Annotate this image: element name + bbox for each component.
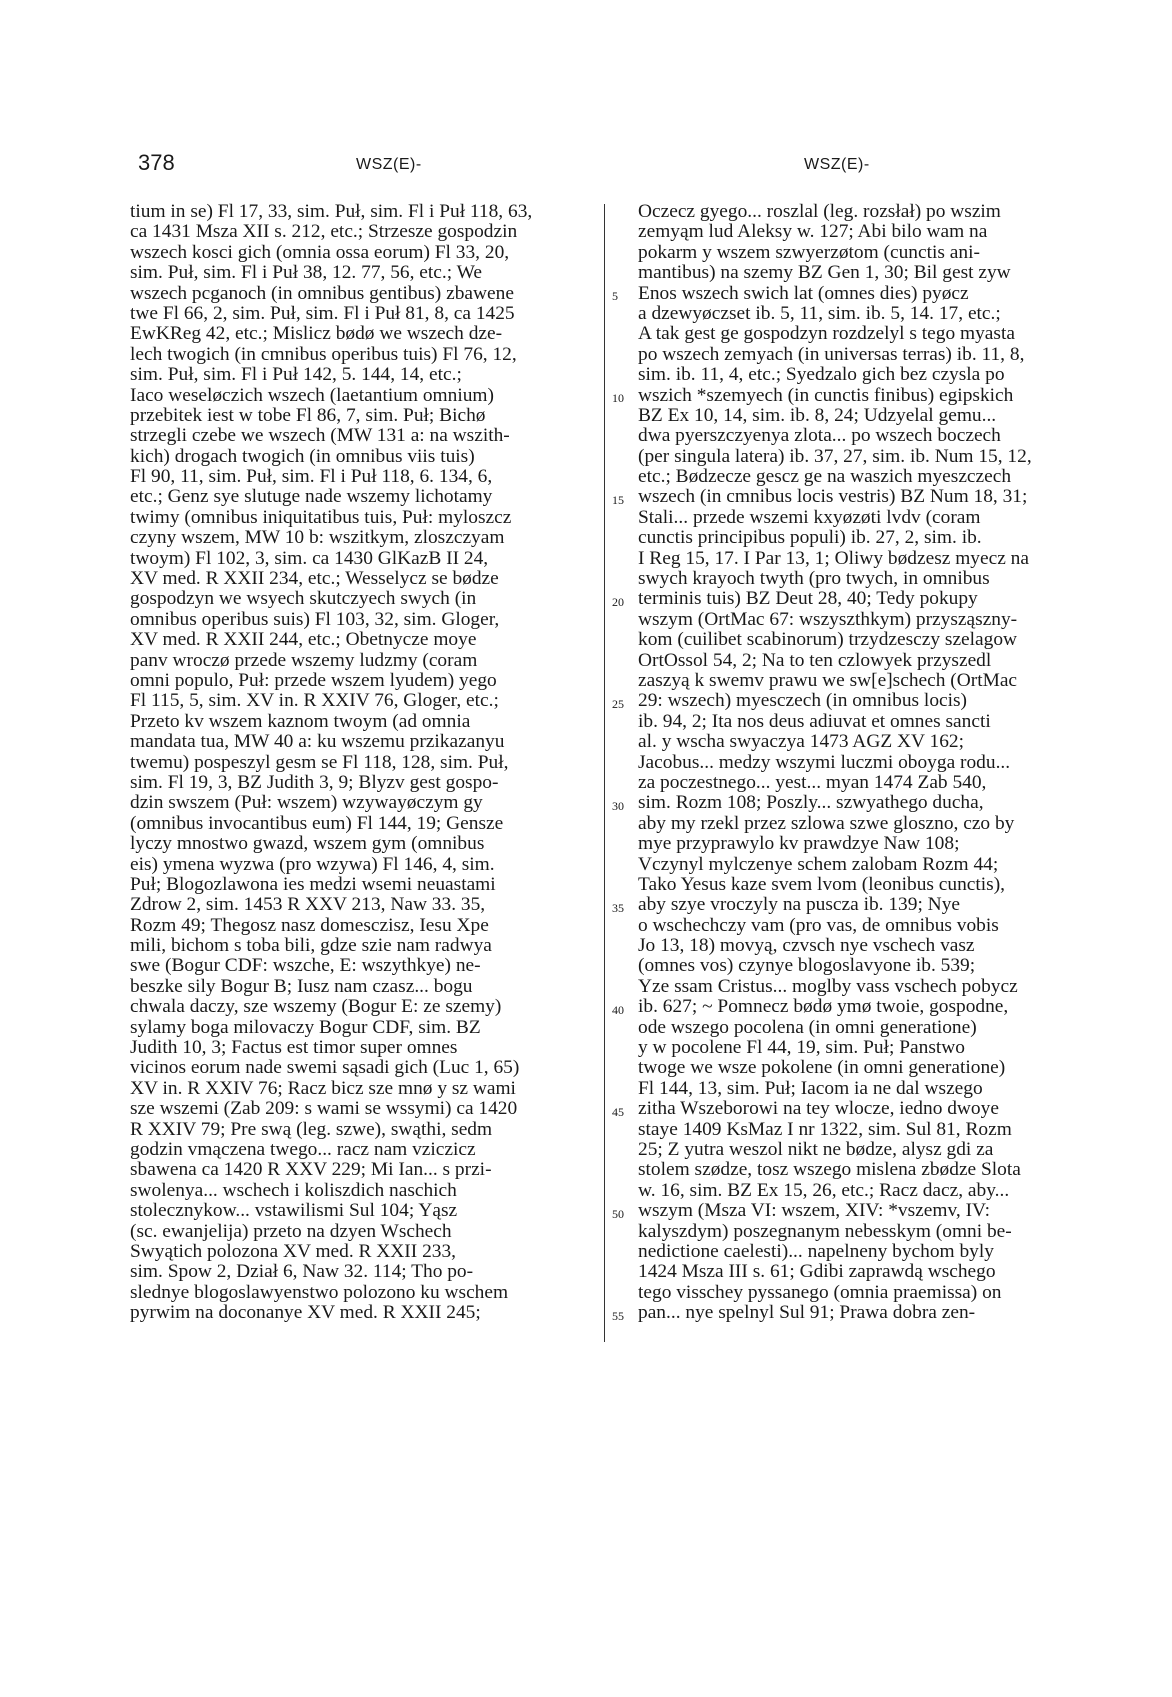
right-column-line: kom (cuilibet scabinorum) trzydzesczy szelagow [638, 630, 1018, 651]
left-column-line: swe (Bogur CDF: wszche, E: wszythkye) ne- [130, 956, 481, 977]
left-column-line: pyrwim na doconanye XV med. R XXII 245; [130, 1303, 481, 1324]
left-column-line: wszech kosci gich (omnia ossa eorum) Fl 33, 20, [130, 242, 510, 263]
right-column-line: o wschechczy vam (pro vas, de omnibus vobis [638, 915, 999, 936]
right-column [638, 202, 1086, 1323]
right-column-line: zemyąm lud Aleksy w. 127; Abi bilo wam na [638, 222, 988, 243]
left-column-line: strzegli czebe we wszech (MW 131 a: na wszith- [130, 426, 510, 447]
left-column-line: Zdrow 2, sim. 1453 R XXV 213, Naw 33. 35, [130, 895, 486, 916]
right-column-line: wszym (OrtMac 67: wszyszthkym) przysząszny- [638, 609, 1018, 630]
right-column-line: dwa pyerszczyenya zlota... po wszech boczech [638, 426, 1001, 447]
left-column-line: panv wroczø przede wszemy ludzmy (coram [130, 650, 478, 671]
left-column-line: sylamy boga milovaczy Bogur CDF, sim. BZ [130, 1017, 481, 1038]
left-column-line: godzin vmączena twego... racz nam vziczicz [130, 1139, 476, 1160]
left-column-line: sim. Puł, sim. Fl i Puł 142, 5. 144, 14, etc.; [130, 365, 462, 386]
line-number: 50 [612, 1206, 624, 1221]
right-column-line: Stali... przede wszemi kxyøzøti lvdv (coram [638, 507, 981, 528]
left-column-line: omnibus operibus suis) Fl 103, 32, sim. Gloger, [130, 609, 500, 630]
right-column-line: tego visschey pyssanego (omnia praemissa) on [638, 1282, 1002, 1303]
column-rule [604, 204, 605, 1342]
right-column-line: twoge we wsze pokolene (in omni generatione) [638, 1058, 1006, 1079]
left-column-line: tium in se) Fl 17, 33, sim. Puł, sim. Fl i Puł 118, 63, [130, 202, 533, 222]
right-column-line: I Reg 15, 17. I Par 13, 1; Oliwy bødzesz myecz na [638, 548, 1029, 569]
right-column-line: cunctis principibus populi) ib. 27, 2, sim. ib. [638, 528, 982, 549]
left-column-line: ca 1431 Msza XII s. 212, etc.; Strzesze gospodzin [130, 222, 518, 243]
line-number: 55 [612, 1308, 624, 1323]
left-column [130, 202, 590, 1323]
left-column-line: stolecznykow... vstawilismi Sul 104; Yąsz [130, 1201, 458, 1222]
right-column-line: sim. Rozm 108; Poszly... szwyathego ducha, [638, 793, 984, 814]
right-column-line: wszich *szemyech (in cunctis finibus) egipskich [638, 385, 1014, 406]
right-column-line: pokarm y wszem szwyerzøtom (cunctis ani- [638, 242, 980, 263]
line-number: 10 [612, 390, 624, 405]
left-column-line: etc.; Genz sye slutuge nade wszemy lichotamy [130, 487, 493, 508]
right-column-line: mantibus) na szemy BZ Gen 1, 30; Bil gest zyw [638, 263, 1011, 284]
right-column-line: stolem szødze, tosz wszego mislena zbødze Slota [638, 1160, 1021, 1181]
right-column-line: pan... nye spelnyl Sul 91; Prawa dobra zen- [638, 1303, 976, 1324]
right-column-line: a dzewyøczset ib. 5, 11, sim. ib. 5, 14. 17, etc.; [638, 303, 1001, 324]
right-column-line: zitha Wszeborowi na tey wlocze, iedno dwoye [638, 1099, 999, 1120]
right-column-line: aby my rzekl przez szlowa szwe gloszno, czo by [638, 813, 1015, 834]
left-column-line: sim. Fl 19, 3, BZ Judith 3, 9; Blyzv gest gospo- [130, 772, 499, 793]
right-column-line: OrtOssol 54, 2; Na to ten czlowyek przyszedl [638, 650, 992, 671]
right-column-line: A tak gest ge gospodzyn rozdzelyl s tego myasta [638, 324, 1015, 345]
left-column-line: (sc. ewanjelija) przeto na dzyen Wschech [130, 1221, 452, 1242]
right-column-line: Enos wszech swich lat (omnes dies) pyøcz [638, 283, 969, 304]
left-column-line: chwala daczy, sze wszemy (Bogur E: ze szemy) [130, 997, 502, 1018]
right-column-line: Vczynyl mylczenye schem zalobam Rozm 44; [638, 854, 999, 875]
right-column-line: 29: wszech) myesczech (in omnibus locis) [638, 691, 968, 712]
left-column-line: Rozm 49; Thegosz nasz domesczisz, Iesu Xpe [130, 915, 489, 936]
left-column-line: XV in. R XXIV 76; Racz bicz sze mnø y sz wami [130, 1078, 516, 1099]
right-column-line: staye 1409 KsMaz I nr 1322, sim. Sul 81, Rozm [638, 1119, 1012, 1140]
left-column-line: twemu) pospeszyl gesm se Fl 118, 128, sim. Puł, [130, 752, 509, 773]
line-number: 25 [612, 696, 624, 711]
running-header-left: WSZ(E)- [356, 156, 422, 173]
right-column-line: po wszech zemyach (in universas terras) ib. 11, 8, [638, 344, 1025, 365]
left-column-line: kich) drogach twogich (in omnibus viis tuis) [130, 446, 475, 467]
right-column-line: kalyszdym) poszegnanym nebesskym (omni be- [638, 1221, 1012, 1242]
left-column-line: sze wszemi (Zab 209: s wami se wssymi) ca 1420 [130, 1099, 518, 1120]
left-column-line: twoym) Fl 102, 3, sim. ca 1430 GlKazB II 24, [130, 548, 489, 569]
left-column-line: sim. Spow 2, Dział 6, Naw 32. 114; Tho po- [130, 1262, 474, 1283]
left-column-line: XV med. R XXII 244, etc.; Obetnycze moye [130, 630, 477, 651]
right-column-line: y w pocolene Fl 44, 19, sim. Puł; Panstwo [638, 1038, 965, 1059]
right-column-line: al. y wscha swyaczya 1473 AGZ XV 162; [638, 732, 964, 753]
right-column-line: ib. 627; ~ Pomnecz bødø ymø twoie, gospodne, [638, 997, 1009, 1018]
left-column-line: twimy (omnibus iniquitatibus tuis, Puł: myloszcz [130, 507, 512, 528]
left-column-line: wszech pcganoch (in omnibus gentibus) zbawene [130, 283, 514, 304]
right-column-line: zaszyą k swemv prawu we sw[e]schech (OrtMac [638, 670, 1018, 691]
left-column-line: lech twogich (in cmnibus operibus tuis) Fl 76, 12, [130, 344, 517, 365]
left-column-line: dzin swszem (Puł: wszem) wzywayøczym gy [130, 793, 483, 814]
left-column-line: Judith 10, 3; Factus est timor super omnes [130, 1038, 458, 1059]
right-column-line: (per singula latera) ib. 37, 27, sim. ib. Num 15, 12, [638, 446, 1032, 467]
right-column-line: swych krayoch twyth (pro twych, in omnibus [638, 569, 990, 590]
left-column-line: sim. Puł, sim. Fl i Puł 38, 12. 77, 56, etc.; We [130, 263, 482, 284]
left-column-line: slednye blogoslawyenstwo polozono ku wschem [130, 1282, 509, 1303]
left-column-line: Fl 90, 11, sim. Puł, sim. Fl i Puł 118, 6. 134, 6, [130, 467, 493, 488]
left-column-line: czyny wszem, MW 10 b: wszitkym, zloszczyam [130, 528, 505, 549]
left-column-line: vicinos eorum nade swemi sąsadi gich (Luc 1, 65) [130, 1058, 520, 1079]
left-column-line: swolenya... wschech i koliszdich naschich [130, 1180, 457, 1201]
left-column-line: Puł; Blogozlawona ies medzi wsemi neuastami [130, 874, 496, 895]
left-column-line: omni populo, Puł: przede wszem lyudem) yego [130, 670, 497, 691]
line-number: 5 [612, 288, 618, 303]
right-column-line: 25; Z yutra weszol nikt ne bødze, alysz gdi za [638, 1139, 994, 1160]
right-column-line: terminis tuis) BZ Deut 28, 40; Tedy pokupy [638, 589, 978, 610]
left-column-line: przebitek iest w tobe Fl 86, 7, sim. Puł; Bichø [130, 405, 486, 426]
right-column-line: 1424 Msza III s. 61; Gdibi zaprawdą wschego [638, 1262, 996, 1283]
left-column-line: mandata tua, MW 40 a: ku wszemu przikazanyu [130, 732, 505, 753]
line-number: 40 [612, 1002, 624, 1017]
running-header-right: WSZ(E)- [804, 156, 870, 173]
left-column-line: beszke sily Bogur B; Iusz nam czasz... bogu [130, 976, 473, 997]
right-column-line: Jo 13, 18) movyą, czvsch nye vschech vasz [638, 936, 975, 957]
right-column-line: wszech (in cmnibus locis vestris) BZ Num 18, 31; [638, 487, 1028, 508]
line-number: 35 [612, 900, 624, 915]
line-number: 30 [612, 798, 624, 813]
right-column-line: Yze ssam Cristus... moglby vass vschech pobycz [638, 976, 1018, 997]
right-column-line: za poczestnego... yest... myan 1474 Zab 540, [638, 772, 987, 793]
right-column-line: etc.; Bødzecze gescz ge na waszich myeszczech [638, 467, 1012, 488]
left-column-line: gospodzyn we wsyech skutczyech swych (in [130, 589, 477, 610]
right-column-line: Oczecz gyego... roszlal (leg. rozsłał) po wszim [638, 202, 1001, 222]
right-column-line: sim. ib. 11, 4, etc.; Syedzalo gich bez czysla po [638, 365, 1005, 386]
right-column-line: w. 16, sim. BZ Ex 15, 26, etc.; Racz dacz, aby... [638, 1180, 1010, 1201]
line-number: 15 [612, 492, 624, 507]
right-column-line: Tako Yesus kaze svem lvom (leonibus cunctis), [638, 874, 1006, 895]
left-column-line: sbawena ca 1420 R XXV 229; Mi Ian... s przi- [130, 1160, 492, 1181]
right-column-line: Fl 144, 13, sim. Puł; Iacom ia ne dal wszego [638, 1078, 983, 1099]
line-number: 20 [612, 594, 624, 609]
left-column-line: eis) ymena wyzwa (pro wzywa) Fl 146, 4, sim. [130, 854, 495, 875]
left-column-line: (omnibus invocantibus eum) Fl 144, 19; Gensze [130, 813, 504, 834]
right-column-line: BZ Ex 10, 14, sim. ib. 8, 24; Udzyelal gemu... [638, 405, 997, 426]
page-number: 378 [138, 150, 175, 175]
line-number: 45 [612, 1104, 624, 1119]
right-column-line: (omnes vos) czynye blogoslavyone ib. 539; [638, 956, 976, 977]
left-column-line: Swyątich polozona XV med. R XXII 233, [130, 1241, 457, 1262]
left-column-line: mili, bichom s toba bili, gdze szie nam radwya [130, 936, 492, 957]
left-column-line: Przeto kv wszem kaznom twoym (ad omnia [130, 711, 471, 732]
right-column-line: ib. 94, 2; Ita nos deus adiuvat et omnes sancti [638, 711, 991, 732]
right-column-line: nedictione caelesti)... napelneny bychom byly [638, 1241, 994, 1262]
right-column-line: aby szye vroczyly na puscza ib. 139; Nye [638, 895, 960, 916]
left-column-line: twe Fl 66, 2, sim. Puł, sim. Fl i Puł 81, 8, ca 1425 [130, 303, 515, 324]
left-column-line: R XXIV 79; Pre swą (leg. szwe), swąthi, sedm [130, 1119, 493, 1140]
left-column-line: lyczy mnostwo gwazd, wszem gym (omnibus [130, 834, 485, 855]
left-column-line: XV med. R XXII 234, etc.; Wesselycz se bødze [130, 569, 499, 590]
left-column-line: Fl 115, 5, sim. XV in. R XXIV 76, Gloger, etc.; [130, 691, 499, 712]
right-column-line: mye przyprawylo kv prawdzye Naw 108; [638, 834, 960, 855]
right-column-line: ode wszego pocolena (in omni generatione) [638, 1017, 977, 1038]
right-column-line: wszym (Msza VI: wszem, XIV: *vszemv, IV: [638, 1201, 991, 1222]
left-column-line: Iaco weseløczich wszech (laetantium omnium) [130, 385, 494, 406]
right-column-line: Jacobus... medzy wszymi luczmi oboyga rodu... [638, 752, 1011, 773]
left-column-line: EwKReg 42, etc.; Mislicz bødø we wszech dze- [130, 324, 503, 345]
